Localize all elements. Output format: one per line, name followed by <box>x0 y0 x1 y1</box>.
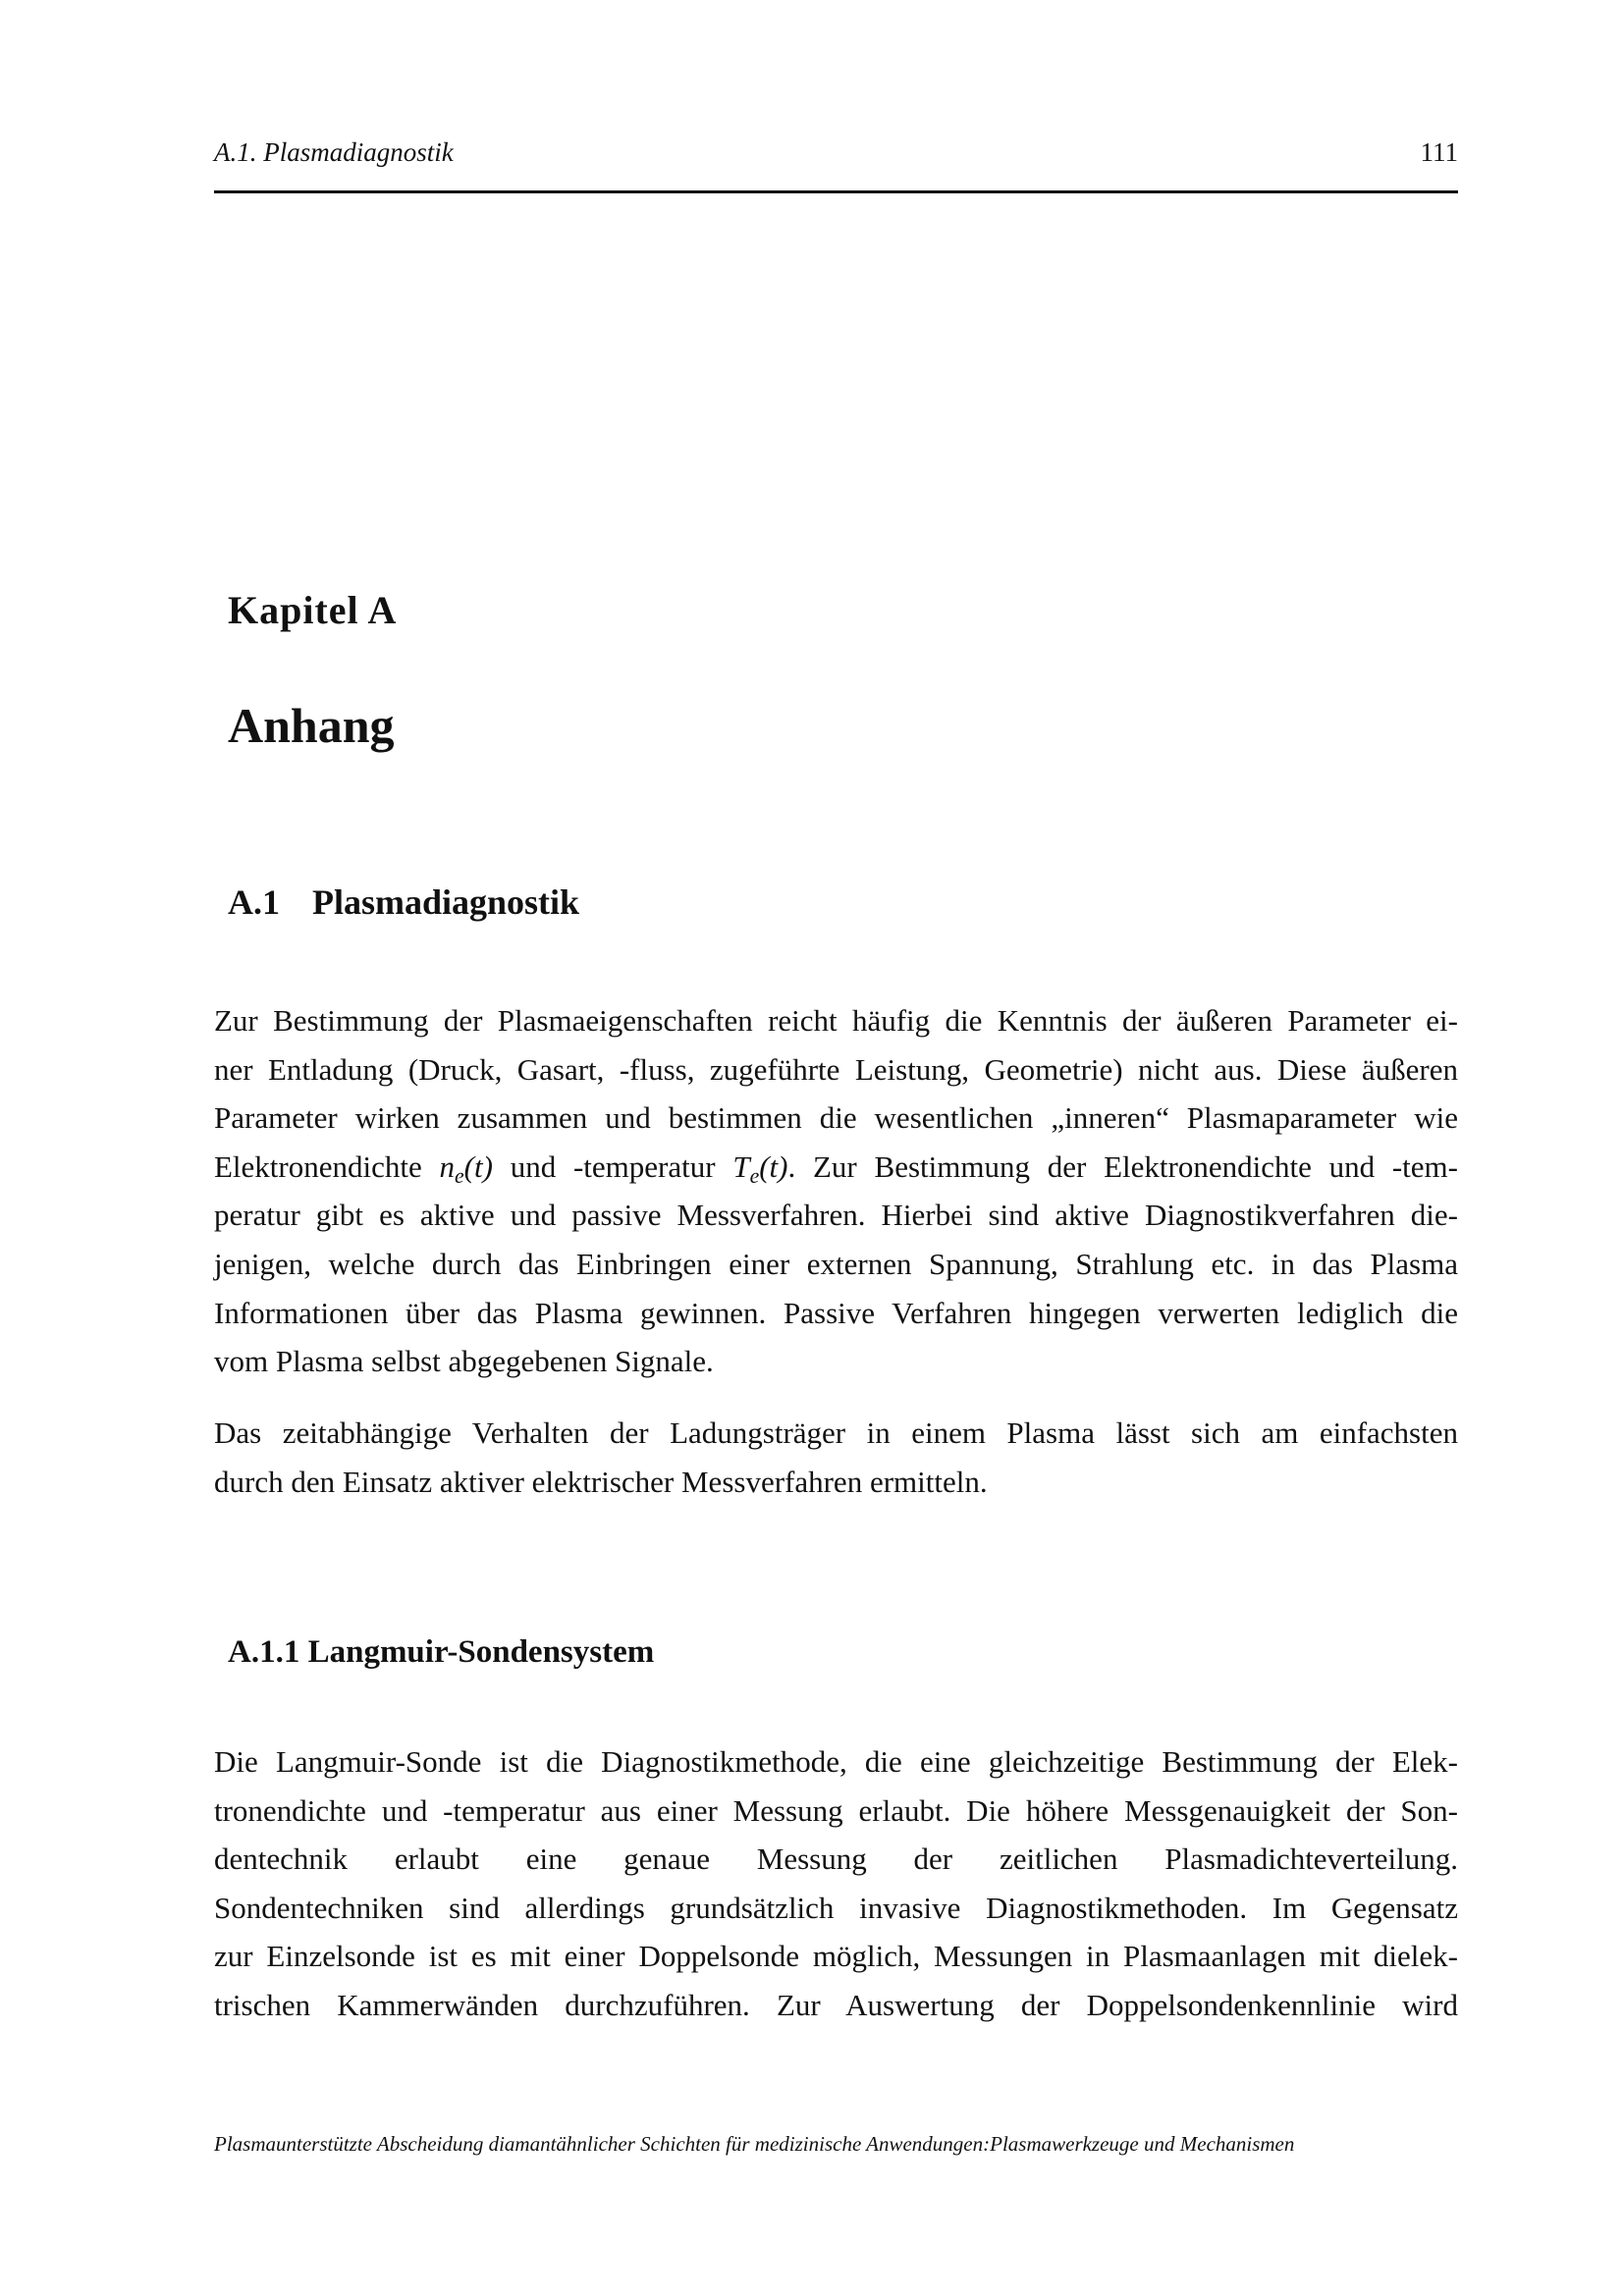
subsection-heading: A.1.1 Langmuir-Sondensystem <box>228 1634 655 1670</box>
chapter-label: Kapitel A <box>228 588 398 632</box>
text-line: zur Einzelsonde ist es mit einer Doppelsonde möglich, Messungen in Plasmaanlagen mit dielek- <box>214 1939 1458 1974</box>
text-line: peratur gibt es aktive und passive Messverfahren. Hierbei sind aktive Diagnostikverfahren die- <box>214 1198 1458 1233</box>
header-rule <box>214 190 1458 193</box>
text-line: dentechnik erlaubt eine genaue Messung der zeitlichen Plasmadichteverteilung. <box>214 1842 1458 1877</box>
running-title: A.1. Plasmadiagnostik <box>214 137 454 167</box>
text-line: vom Plasma selbst abgegebenen Signale. <box>214 1344 714 1379</box>
text-line-formula: Elektronendichte $n_e(t)$ und -temperatur $T_e(t)$. Zur Bestimmung der Elektronendichte und -tem- <box>214 1148 1458 1188</box>
text-line: durch den Einsatz aktiver elektrischer Messverfahren ermitteln. <box>214 1464 988 1499</box>
chapter-title: Anhang <box>228 698 395 753</box>
section-title: Plasmadiagnostik <box>312 882 580 922</box>
text-line: Parameter wirken zusammen und bestimmen die wesentlichen „inneren“ Plasmaparameter wie <box>214 1100 1458 1136</box>
page-number: 111 <box>1420 137 1458 167</box>
text-line: ner Entladung (Druck, Gasart, -fluss, zugeführte Leistung, Geometrie) nicht aus. Diese äußeren <box>214 1051 1458 1087</box>
text-line: Das zeitabhängige Verhalten der Ladungsträger in einem Plasma lässt sich am einfachsten <box>214 1415 1458 1450</box>
text-line: Die Langmuir-Sonde ist die Diagnostikmethode, die eine gleichzeitige Bestimmung der Elek- <box>214 1744 1458 1779</box>
text-line: tronendichte und -temperatur aus einer Messung erlaubt. Die höhere Messgenauigkeit der Son- <box>214 1792 1458 1828</box>
running-header <box>214 137 1458 168</box>
paragraph-langmuir <box>214 1737 1458 2030</box>
text-line: trischen Kammerwänden durchzuführen. Zur Auswertung der Doppelsondenkennlinie wird <box>214 1987 1458 2022</box>
page-footer: Plasmaunterstützte Abscheidung diamantähnlicher Schichten für medizinische Anwendungen:Plasmawerkzeuge und Mechanismen <box>214 2132 1295 2156</box>
text-line: jenigen, welche durch das Einbringen einer externen Spannung, Strahlung etc. in das Plasma <box>214 1246 1458 1281</box>
text-line: Zur Bestimmung der Plasmaeigenschaften reicht häufig die Kenntnis der äußeren Parameter ei- <box>214 1003 1458 1038</box>
section-number: A.1 <box>228 882 280 922</box>
text-line: Informationen über das Plasma gewinnen. Passive Verfahren hingegen verwerten lediglich die <box>214 1295 1458 1330</box>
paragraph-intro <box>214 996 1458 1386</box>
text-line: Sondentechniken sind allerdings grundsätzlich invasive Diagnostikmethoden. Im Gegensatz <box>214 1890 1458 1925</box>
paragraph-time-dependence <box>214 1409 1458 1506</box>
section-heading <box>228 881 579 923</box>
